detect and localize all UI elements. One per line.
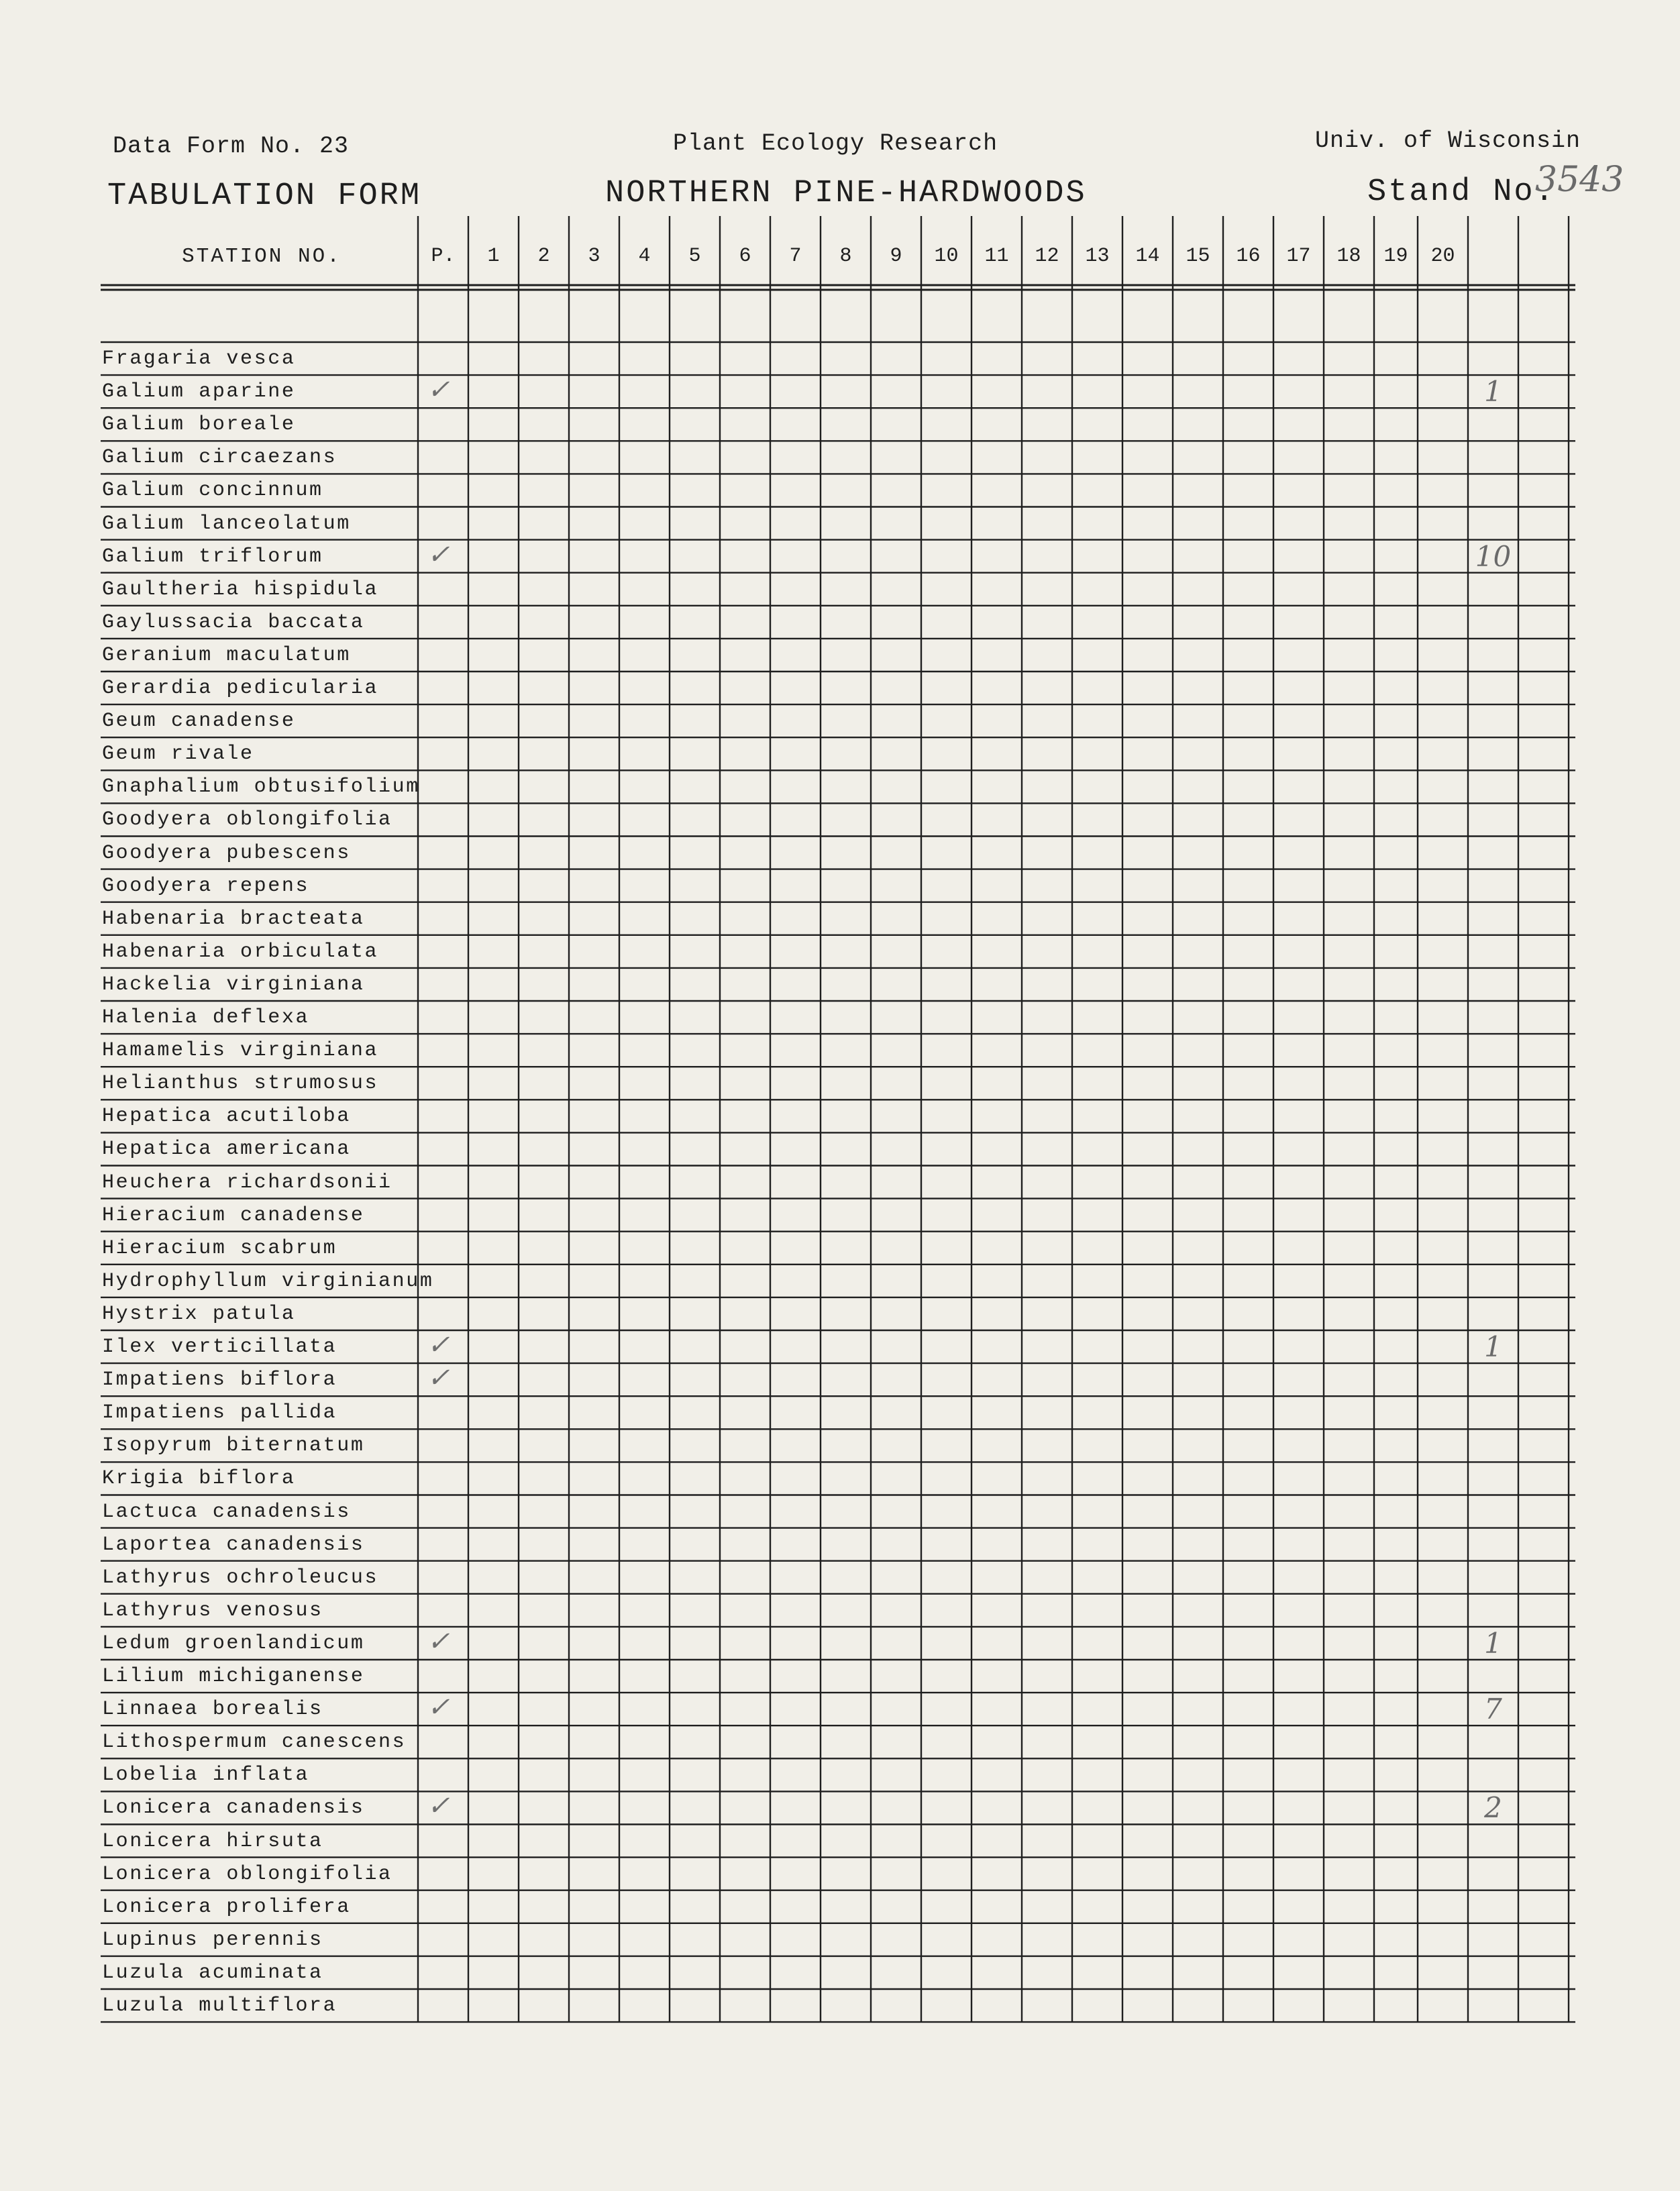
species-name: Geranium maculatum [102, 643, 351, 667]
species-name: Goodyera oblongifolia [102, 808, 392, 832]
presence-check-mark: ✓ [425, 374, 456, 406]
species-name: Lilium michiganense [102, 1665, 365, 1688]
species-name: Galium lanceolatum [102, 512, 351, 535]
station-column-number: 14 [1135, 245, 1160, 268]
presence-check-mark: ✓ [425, 539, 456, 570]
station-column-number: 17 [1286, 245, 1311, 268]
species-name: Krigia biflora [102, 1467, 296, 1491]
species-name: Hepatica acutiloba [102, 1105, 351, 1128]
species-name: Isopyrum biternatum [102, 1434, 365, 1458]
station-column-number: 3 [588, 245, 600, 268]
presence-check-mark: ✓ [425, 1791, 456, 1822]
species-total-count: 10 [1475, 539, 1512, 573]
station-column-number: 13 [1085, 245, 1110, 268]
species-name: Galium aparine [102, 380, 296, 404]
species-name: Gerardia pedicularia [102, 677, 379, 700]
presence-check-mark: ✓ [425, 1692, 456, 1723]
station-number-label: STATION NO. [182, 245, 342, 268]
species-name: Hackelia virginiana [102, 973, 365, 996]
species-name: Fragaria vesca [102, 348, 296, 370]
species-name: Heuchera richardsonii [102, 1171, 392, 1194]
species-name: Hieracium scabrum [102, 1236, 337, 1260]
station-column-number: 11 [984, 245, 1009, 268]
species-name: Luzula multiflora [102, 1994, 337, 2017]
species-name: Geum rivale [102, 743, 254, 766]
species-name: Lactuca canadensis [102, 1500, 351, 1524]
presence-check-mark: ✓ [425, 1362, 456, 1394]
station-column-number: 12 [1035, 245, 1059, 268]
station-column-number: 20 [1430, 245, 1455, 268]
station-column-number: 19 [1383, 245, 1408, 268]
species-name: Goodyera repens [102, 874, 310, 898]
species-name: Impatiens biflora [102, 1369, 337, 1392]
species-total-count: 7 [1484, 1693, 1502, 1726]
species-name: Lathyrus venosus [102, 1599, 323, 1622]
community-title: NORTHERN PINE-HARDWOODS [605, 176, 1087, 211]
species-name: Lonicera prolifera [102, 1895, 351, 1919]
form-title: TABULATION FORM [107, 178, 422, 214]
species-name: Ledum groenlandicum [102, 1632, 365, 1655]
species-name: Hydrophyllum virginianum [102, 1269, 434, 1293]
station-column-number: 6 [739, 245, 751, 268]
station-column-number: 2 [537, 245, 550, 268]
station-column-number: 10 [934, 245, 959, 268]
species-name: Ilex verticillata [102, 1336, 337, 1358]
form-number: Data Form No. 23 [113, 133, 350, 160]
species-name: Galium triflorum [102, 545, 323, 568]
species-name: Halenia deflexa [102, 1006, 310, 1029]
species-name: Geum canadense [102, 710, 296, 733]
species-name: Hieracium canadense [102, 1204, 365, 1227]
stand-label: Stand No. [1367, 174, 1556, 210]
species-name: Lonicera hirsuta [102, 1829, 323, 1853]
species-name: Lathyrus ochroleucus [102, 1566, 379, 1589]
station-column-number: 15 [1186, 245, 1210, 268]
station-column-number: 7 [789, 245, 802, 268]
species-total-count: 1 [1484, 1330, 1502, 1363]
species-name: Habenaria orbiculata [102, 940, 379, 963]
species-name: Laportea canadensis [102, 1533, 365, 1556]
stand-number: 3543 [1535, 160, 1624, 200]
species-name: Hamamelis virginiana [102, 1039, 379, 1063]
species-total-count: 1 [1484, 1626, 1502, 1660]
presence-column-label: P. [431, 245, 456, 268]
presence-check-mark: ✓ [425, 1625, 456, 1657]
species-name: Gaultheria hispidula [102, 578, 379, 601]
species-name: Galium circaezans [102, 446, 337, 470]
species-name: Linnaea borealis [102, 1698, 323, 1721]
species-name: Hystrix patula [102, 1302, 296, 1326]
species-name: Impatiens pallida [102, 1401, 337, 1425]
station-column-number: 8 [839, 245, 852, 268]
species-name: Hepatica americana [102, 1138, 351, 1161]
presence-check-mark: ✓ [425, 1330, 456, 1360]
species-name: Habenaria bracteata [102, 907, 365, 930]
species-name: Lupinus perennis [102, 1928, 323, 1952]
station-column-number: 5 [688, 245, 701, 268]
species-name: Luzula acuminata [102, 1961, 323, 1984]
station-column-number: 16 [1236, 245, 1261, 268]
species-name: Gnaphalium obtusifolium [102, 776, 420, 799]
species-total-count: 1 [1484, 375, 1502, 409]
station-column-number: 9 [890, 245, 902, 268]
species-name: Galium concinnum [102, 479, 323, 502]
species-name: Lonicera canadensis [102, 1797, 365, 1820]
species-name: Galium boreale [102, 413, 296, 437]
institution-label: Univ. of Wisconsin [1315, 127, 1581, 154]
station-column-number: 1 [487, 245, 500, 268]
species-name: Goodyera pubescens [102, 841, 351, 865]
station-column-number: 18 [1336, 245, 1361, 268]
species-total-count: 2 [1484, 1791, 1502, 1825]
research-label: Plant Ecology Research [673, 130, 998, 157]
species-name: Lobelia inflata [102, 1764, 310, 1787]
species-name: Helianthus strumosus [102, 1072, 379, 1096]
species-name: Lithospermum canescens [102, 1731, 407, 1754]
species-name: Gaylussacia baccata [102, 610, 365, 634]
station-column-number: 4 [638, 245, 651, 268]
species-name: Lonicera oblongifolia [102, 1862, 392, 1886]
